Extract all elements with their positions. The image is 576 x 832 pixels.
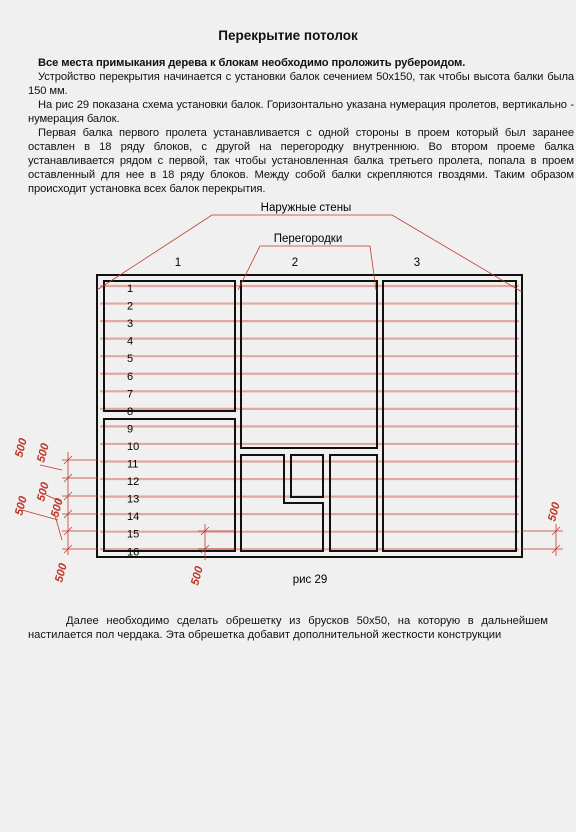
beam-number: 7 <box>127 388 134 401</box>
page-title: Перекрытие потолок <box>218 28 358 43</box>
intro-text <box>28 56 574 196</box>
dimension-label: 500 <box>189 565 206 587</box>
dimension-label: 500 <box>35 481 52 503</box>
beam-number: 6 <box>127 370 134 383</box>
beam-number: 11 <box>127 458 139 471</box>
beam-number: 10 <box>127 440 140 453</box>
dimension-label: 500 <box>53 562 70 584</box>
intro-paragraph-2: Устройство перекрытия начинается с установки балок сечением 50х150, так чтобы высота балки была 150 мм. <box>28 71 574 97</box>
dimension-labels <box>13 437 563 587</box>
outer-walls-label: Наружные стены <box>260 202 352 214</box>
beam-number: 16 <box>127 546 140 559</box>
intro-paragraph-3: На рис 29 показана схема установки балок. Горизонтально указана нумерация пролетов, вертикально - нумерация балок. <box>28 99 574 125</box>
partitions-label: Перегородки <box>273 233 343 245</box>
room-span2-bottom-right <box>330 455 377 551</box>
beam-lines <box>100 286 519 549</box>
room-span2-top <box>241 281 377 448</box>
beam-numbers <box>127 283 139 558</box>
beam-number: 1 <box>127 283 134 295</box>
dimension-label: 500 <box>49 497 66 519</box>
beam-number: 15 <box>127 528 140 541</box>
dimension-label: 500 <box>13 437 30 459</box>
intro-paragraph-4: Первая балка первого пролета устанавливается с одной стороны в проем который был заранее оставлен в 18 ряду блоков, с другой на перегородку внутреннюю. Во втором проеме балка устанавливается рядом с первой, так чтобы установленная балка третьего пролета, попала в проем оставленный для нее в 18 ряду блоков. Между собой балки скрепляются гвоздями. Таким образом происходит установка всех балок перекрытия. <box>28 127 574 195</box>
beam-number: 3 <box>127 318 134 331</box>
span-number-1: 1 <box>174 257 182 269</box>
beam-number: 2 <box>127 300 134 313</box>
figure-caption: рис 29 <box>292 574 328 586</box>
span-number-2: 2 <box>291 257 299 269</box>
beam-number: 13 <box>127 493 140 506</box>
dimension-label: 500 <box>35 442 52 464</box>
beam-number: 8 <box>127 405 134 418</box>
span-number-3: 3 <box>413 257 421 269</box>
beam-number: 5 <box>127 353 134 366</box>
closing-paragraph: Далее необходимо сделать обрешетку из брусков 50х50, на которую в дальнейшем настилается пол чердака. Эта обрешетка добавит дополнительной жесткости конструкции <box>28 615 548 641</box>
partitions-leader <box>238 246 376 290</box>
room-span2-bottom-left <box>241 455 323 551</box>
beam-number: 4 <box>127 335 134 348</box>
beam-number: 12 <box>127 476 140 489</box>
dimension-label: 500 <box>546 501 563 523</box>
beam-number: 9 <box>127 423 134 436</box>
beam-number: 14 <box>127 511 140 524</box>
dimension-label: 500 <box>13 495 30 517</box>
beam-layout-diagram <box>0 195 576 595</box>
intro-paragraph-1: Все места примыкания дерева к блокам необходимо проложить рубероидом. <box>38 57 466 69</box>
dim-leader <box>40 465 62 470</box>
closing-text <box>28 614 548 642</box>
